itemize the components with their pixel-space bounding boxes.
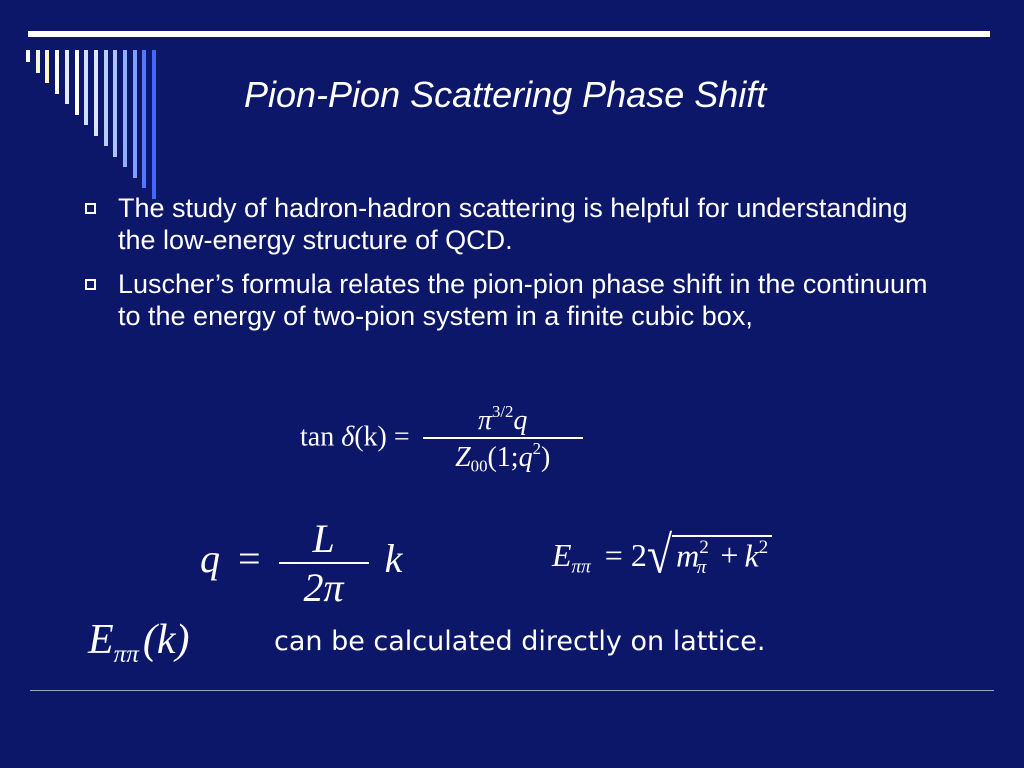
stripe-bar <box>133 50 137 178</box>
k-exponent: 2 <box>758 536 769 558</box>
q-symbol: q <box>518 441 533 473</box>
slide-title: Pion-Pion Scattering Phase Shift <box>244 74 767 115</box>
stripe-bar <box>75 50 79 115</box>
stripe-bar <box>55 50 59 94</box>
top-rule <box>28 31 990 37</box>
square-bullet-icon <box>85 203 96 214</box>
zeta-args: (1; <box>487 441 519 473</box>
pipi-subscript: ππ <box>113 640 139 668</box>
bullet-text: The study of hadron-hadron scattering is helpful for understanding the low-energy structure of QCD. <box>118 193 908 255</box>
stripe-bar <box>36 50 40 73</box>
sqrt-body <box>672 535 772 579</box>
lattice-text: can be calculated directly on lattice. <box>274 626 766 657</box>
m-exponent: 2 <box>699 536 709 558</box>
bullet-item-luscher-formula <box>80 268 940 332</box>
two-pi: 2π <box>303 565 344 610</box>
bullet-item-hadron-scattering <box>80 192 940 256</box>
zeta-subscript: 00 <box>470 456 488 476</box>
equals-sign: = <box>238 536 261 582</box>
stripe-bar <box>142 50 146 188</box>
k-argument: (k) <box>142 617 190 663</box>
sqrt-icon: √ <box>646 525 673 584</box>
q-exponent: 2 <box>532 438 541 458</box>
delta-symbol: δ <box>341 421 355 453</box>
q-fraction <box>279 515 369 611</box>
stripe-bar <box>123 50 127 167</box>
tan-argument: (k) = <box>354 421 410 453</box>
L-symbol: L <box>312 516 335 561</box>
bullet-text: Luscher’s formula relates the pion-pion phase shift in the continuum to the energy of two-pion system in a finite cubic box, <box>118 269 928 331</box>
k-symbol: k <box>744 537 759 573</box>
tan-function: tan <box>300 421 335 453</box>
q-symbol: q <box>513 404 528 436</box>
bullet-list <box>80 192 940 344</box>
luscher-formula <box>300 402 583 476</box>
k-symbol: k <box>384 536 403 582</box>
plus-sign: + <box>720 537 739 573</box>
q-definition <box>200 515 402 611</box>
zeta-symbol: Z <box>455 441 471 473</box>
m-symbol: m <box>676 537 700 573</box>
fraction-denominator <box>423 439 583 477</box>
stripe-bar <box>84 50 88 125</box>
energy-formula <box>552 525 772 584</box>
close-paren: ) <box>540 441 551 473</box>
pi-exponent: 3/2 <box>491 402 514 421</box>
stripe-bar <box>104 50 108 146</box>
stripe-bar <box>152 50 156 199</box>
pipi-subscript: ππ <box>571 556 591 578</box>
fraction-numerator <box>423 402 583 437</box>
stripe-bar <box>94 50 98 136</box>
E-symbol: E <box>552 537 572 573</box>
m-subscript: π <box>696 556 707 578</box>
stripe-bar <box>45 50 49 83</box>
E-symbol: E <box>88 617 114 663</box>
pi-symbol: π <box>477 404 492 436</box>
stripe-bar <box>113 50 117 157</box>
stripe-bar <box>26 50 30 62</box>
lattice-energy-label <box>88 616 190 669</box>
bottom-rule <box>30 690 994 691</box>
stripe-bar <box>65 50 69 104</box>
q-lhs: q <box>200 536 220 582</box>
luscher-fraction <box>423 402 583 476</box>
equals-two: = 2 <box>604 537 647 573</box>
square-bullet-icon <box>85 279 96 290</box>
